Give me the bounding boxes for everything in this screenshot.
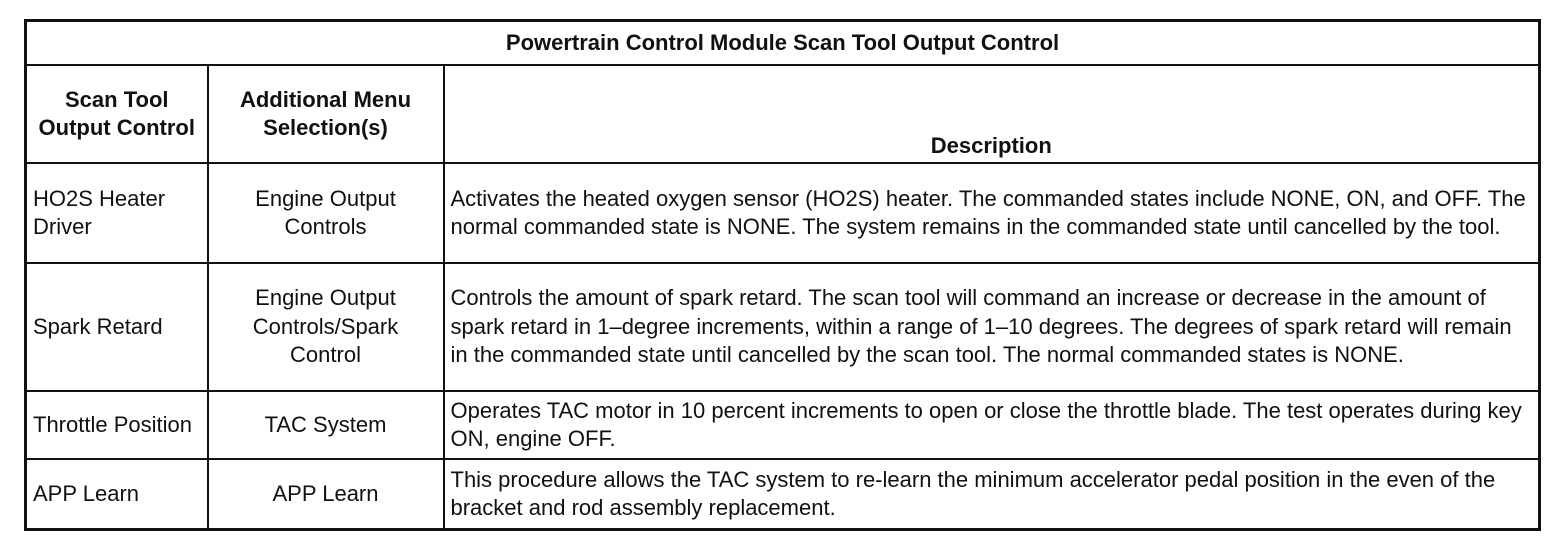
menu-selection-cell: TAC System (208, 391, 444, 459)
table-title-row (26, 21, 1540, 66)
table-title: Powertrain Control Module Scan Tool Output Control (26, 21, 1540, 66)
description-cell: This procedure allows the TAC system to re-learn the minimum accelerator pedal position in the even of the bracket and rod assembly replacement. (444, 459, 1540, 530)
table-row (26, 459, 1540, 530)
description-cell: Activates the heated oxygen sensor (HO2S) heater. The commanded states include NONE, ON, and OFF. The normal commanded state is NONE. The system remains in the commanded state until cancelled by the tool. (444, 163, 1540, 263)
output-control-cell: Throttle Position (26, 391, 208, 459)
description-cell: Controls the amount of spark retard. The scan tool will command an increase or decrease in the amount of spark retard in 1–degree increments, within a range of 1–10 degrees. The degrees of spark retard will remain in the commanded state until cancelled by the scan tool. The normal commanded states is NONE. (444, 263, 1540, 391)
header-output-control: Scan Tool Output Control (26, 65, 208, 163)
menu-selection-cell: Engine Output Controls/Spark Control (208, 263, 444, 391)
description-cell: Operates TAC motor in 10 percent increments to open or close the throttle blade. The test operates during key ON, engine OFF. (444, 391, 1540, 459)
menu-selection-cell: Engine Output Controls (208, 163, 444, 263)
header-description: Description (444, 65, 1540, 163)
menu-selection-cell: APP Learn (208, 459, 444, 530)
output-control-cell: Spark Retard (26, 263, 208, 391)
header-menu-selection: Additional Menu Selection(s) (208, 65, 444, 163)
table-header-row (26, 65, 1540, 163)
table-row (26, 263, 1540, 391)
output-control-cell: APP Learn (26, 459, 208, 530)
scan-tool-output-control-table (24, 19, 1541, 531)
table-row (26, 163, 1540, 263)
output-control-cell: HO2S Heater Driver (26, 163, 208, 263)
table-row (26, 391, 1540, 459)
